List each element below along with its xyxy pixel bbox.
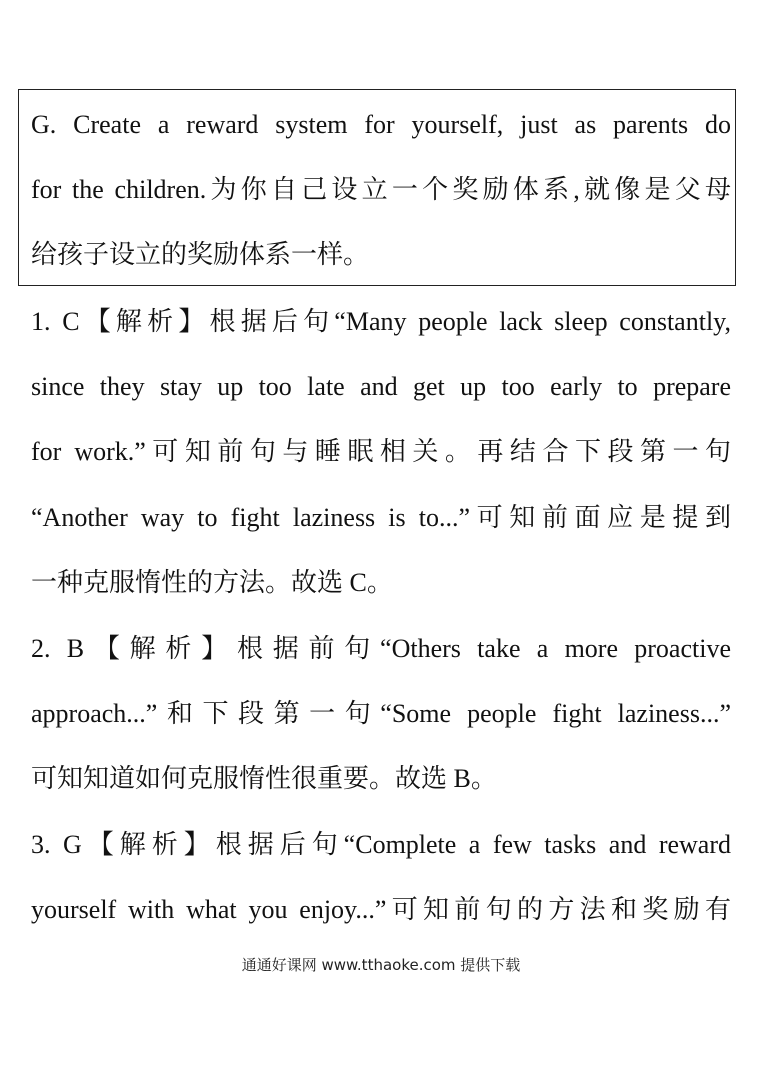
footer-source: 通通好课网 www.tthaoke.com 提供下载 (241, 956, 521, 974)
answer-1-line-4: “Another way to fight laziness is to...”可知前面应是提到 (31, 503, 731, 532)
answer-3-line-1: 3. G【解析】根据后句“Complete a few tasks and reward (31, 830, 731, 859)
box-line-2: for the children.为你自己设立一个奖励体系,就像是父母 (31, 175, 731, 204)
box-line-3: 给孩子设立的奖励体系一样。 (31, 240, 370, 269)
answer-1-line-2: since they stay up too late and get up too early to prepare (31, 372, 731, 401)
answer-1-line-1: 1. C【解析】根据后句“Many people lack sleep constantly, (31, 307, 731, 336)
answer-2-line-2: approach...”和下段第一句“Some people fight laziness...” (31, 699, 731, 728)
answer-2-line-1: 2. B【解析】根据前句“Others take a more proactive (31, 634, 731, 663)
answer-1-line-3: for work.”可知前句与睡眠相关。再结合下段第一句 (31, 437, 731, 466)
answer-1-line-5: 一种克服惰性的方法。故选 C。 (31, 568, 393, 597)
answer-3-line-2: yourself with what you enjoy...”可知前句的方法和奖励有 (31, 895, 731, 924)
answer-2-line-3: 可知知道如何克服惰性很重要。故选 B。 (31, 764, 497, 793)
box-line-1: G. Create a reward system for yourself, just as parents do (31, 110, 731, 139)
